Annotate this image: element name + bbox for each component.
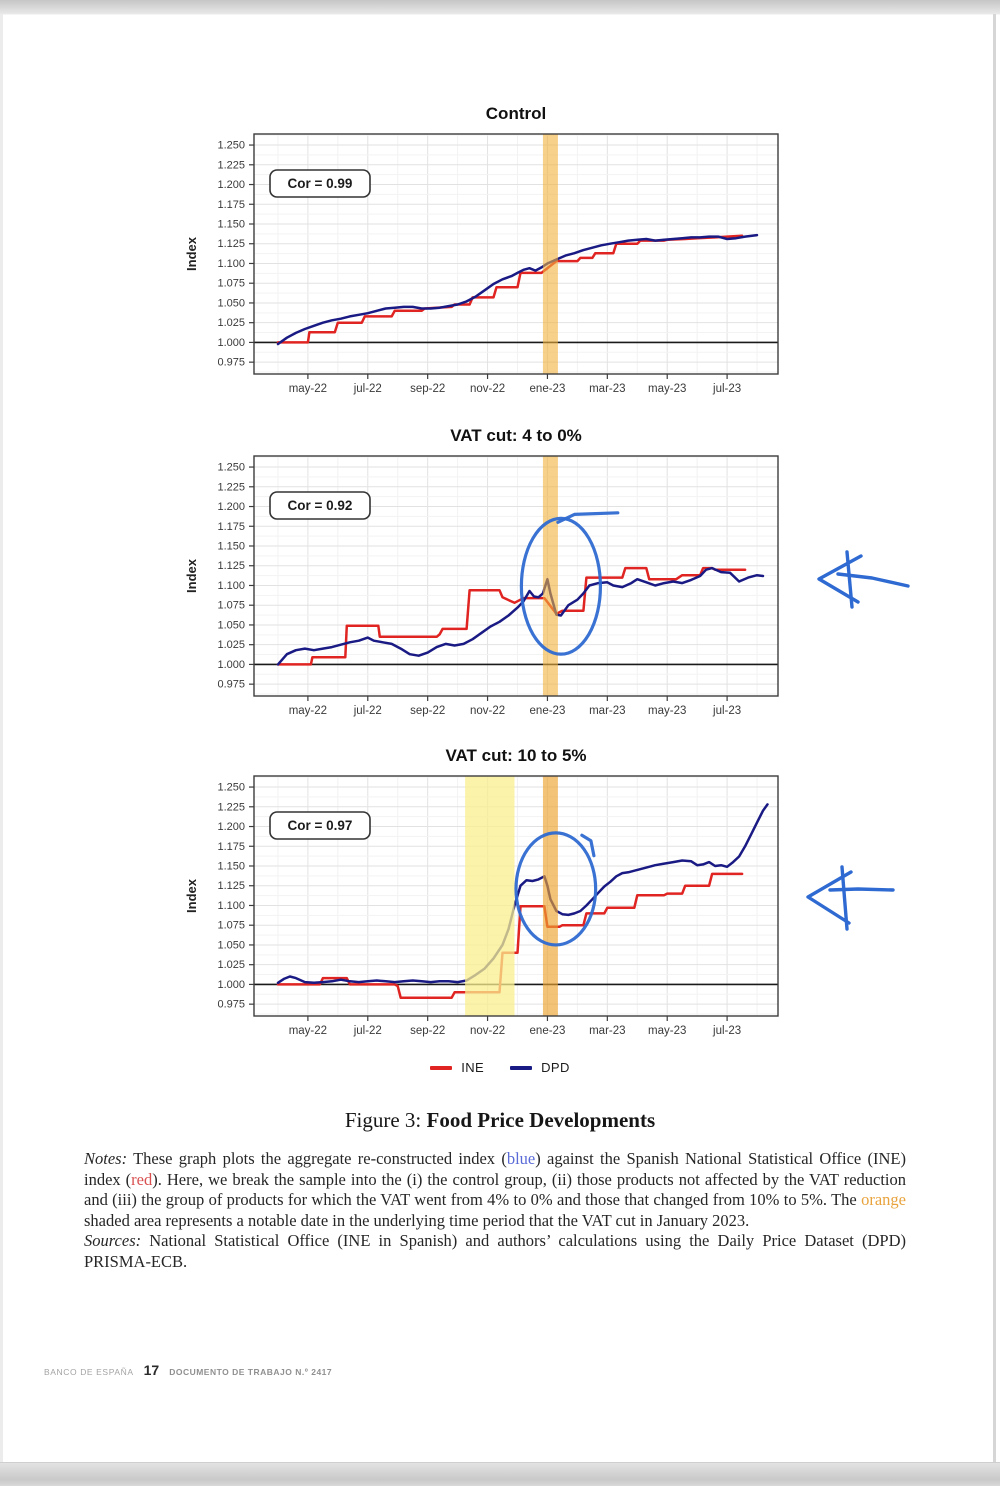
y-tick-label: 1.075 — [217, 919, 245, 932]
ine-line-swatch — [430, 1066, 452, 1070]
y-tick-label: 1.200 — [217, 501, 245, 514]
y-tick-label: 1.100 — [217, 899, 245, 912]
arrow-vat4 — [838, 574, 908, 586]
x-tick-label: mar-23 — [589, 705, 626, 717]
notes-paragraph — [84, 1149, 906, 1231]
dpd-line-swatch — [510, 1066, 532, 1070]
x-tick-label: may-22 — [288, 1025, 328, 1037]
y-tick-label: 1.100 — [217, 257, 245, 270]
page-edge-bottom — [0, 1462, 1000, 1486]
y-tick-label: 1.000 — [217, 336, 245, 349]
x-tick-label: sep-22 — [410, 383, 446, 395]
text-segment: ). Here, we break the sample into the (i) the control group, (ii) those products not affected by the VAT reduction and (iii) the group of products for which the VAT went from 4% to 0% and those that changed from 10% to 5%. The — [84, 1169, 907, 1209]
chart-svg — [180, 420, 800, 720]
chart-title: VAT cut: 4 to 0% — [450, 426, 582, 445]
y-tick-label: 1.025 — [217, 639, 245, 652]
x-tick-label: may-22 — [288, 705, 328, 717]
x-tick-label: jul-23 — [713, 1025, 742, 1037]
text-segment: Food Price Developments — [426, 1108, 656, 1132]
correlation-label: Cor = 0.99 — [287, 176, 353, 191]
chart-svg — [180, 740, 800, 1040]
x-tick-label: mar-23 — [589, 1025, 626, 1037]
correlation-label: Cor = 0.92 — [287, 498, 353, 513]
y-tick-label: 0.975 — [217, 998, 245, 1011]
y-tick-label: 1.100 — [217, 579, 245, 592]
legend-label-dpd: DPD — [541, 1060, 570, 1075]
figure-notes — [84, 1149, 906, 1272]
x-tick-label: nov-22 — [469, 705, 506, 717]
shaded-band — [543, 456, 558, 696]
arrow-vat10 — [808, 872, 851, 923]
page-edge-right — [993, 14, 996, 1462]
x-tick-label: nov-22 — [469, 383, 506, 395]
arrow-vat4 — [847, 552, 852, 607]
sources-paragraph — [84, 1231, 906, 1272]
y-tick-label: 0.975 — [217, 678, 245, 691]
text-segment: Figure 3: — [344, 1108, 427, 1132]
correlation-label: Cor = 0.97 — [287, 818, 353, 833]
y-tick-label: 1.125 — [217, 238, 245, 251]
y-tick-label: 1.050 — [217, 619, 245, 632]
text-segment: Notes: — [84, 1149, 128, 1168]
figure-caption — [0, 1108, 1000, 1133]
y-tick-label: 1.075 — [217, 277, 245, 290]
y-tick-label: 1.125 — [217, 560, 245, 573]
x-tick-label: sep-22 — [410, 1025, 446, 1037]
y-tick-label: 1.175 — [217, 520, 245, 533]
y-tick-label: 1.000 — [217, 658, 245, 671]
x-tick-label: may-22 — [288, 383, 328, 395]
y-tick-label: 1.225 — [217, 801, 245, 814]
text-segment: Sources: — [84, 1231, 142, 1250]
footer-page-number: 17 — [143, 1362, 160, 1378]
x-tick-label: may-23 — [648, 383, 687, 395]
text-segment: red — [131, 1169, 153, 1189]
y-tick-label: 1.225 — [217, 159, 245, 172]
text-segment: shaded area represents a notable date in the underlying time period that the VAT cut in January 2023. — [84, 1210, 750, 1230]
x-tick-label: jul-22 — [353, 1025, 382, 1037]
x-tick-label: sep-22 — [410, 705, 446, 717]
legend-label-ine: INE — [461, 1060, 485, 1075]
y-tick-label: 1.025 — [217, 317, 245, 330]
x-tick-label: jul-22 — [353, 383, 382, 395]
x-tick-label: ene-23 — [529, 705, 566, 717]
y-tick-label: 1.250 — [217, 781, 245, 794]
chart-legend — [0, 1060, 1000, 1075]
x-tick-label: jul-23 — [713, 705, 742, 717]
y-tick-label: 1.050 — [217, 297, 245, 310]
y-tick-label: 1.175 — [217, 198, 245, 211]
text-segment: orange — [861, 1190, 906, 1209]
control-chart — [180, 98, 800, 398]
shaded-band — [543, 134, 558, 374]
x-tick-label: nov-22 — [469, 1025, 506, 1037]
y-axis-label: Index — [184, 237, 199, 271]
chart-title: VAT cut: 10 to 5% — [445, 746, 587, 765]
legend-item-ine — [430, 1060, 484, 1075]
y-tick-label: 1.000 — [217, 978, 245, 991]
x-tick-label: jul-22 — [353, 705, 382, 717]
x-tick-label: jul-23 — [713, 383, 742, 395]
y-axis-label: Index — [184, 559, 199, 593]
chart-svg — [180, 98, 800, 398]
x-tick-label: may-23 — [648, 705, 687, 717]
chart-title: Control — [485, 104, 547, 123]
text-segment: ) against the Spanish National Statistical Office (INE) index ( — [84, 1149, 906, 1189]
y-tick-label: 1.075 — [217, 599, 245, 612]
y-tick-label: 1.225 — [217, 481, 245, 494]
page-footer — [44, 1362, 332, 1378]
footer-document-label: DOCUMENTO DE TRABAJO N.º 2417 — [169, 1367, 333, 1377]
page-edge-left — [0, 14, 3, 1462]
vat-4-to-0-chart — [180, 420, 800, 720]
y-tick-label: 1.200 — [217, 179, 245, 192]
y-tick-label: 1.175 — [217, 840, 245, 853]
page-edge-top — [0, 0, 1000, 15]
y-tick-label: 1.025 — [217, 959, 245, 972]
y-tick-label: 1.150 — [217, 218, 245, 231]
y-tick-label: 0.975 — [217, 356, 245, 369]
arrow-vat10 — [842, 867, 847, 929]
x-tick-label: mar-23 — [589, 383, 626, 395]
y-tick-label: 1.050 — [217, 939, 245, 952]
arrow-vat4 — [819, 556, 861, 602]
y-tick-label: 1.250 — [217, 139, 245, 152]
vat-10-to-5-chart — [180, 740, 800, 1040]
text-segment: National Statistical Office (INE in Spanish) and authors’ calculations using the Daily Price Dataset (DPD) PRISMA-ECB. — [84, 1231, 906, 1271]
y-axis-label: Index — [184, 879, 199, 913]
footer-organization: BANCO DE ESPAÑA — [44, 1367, 134, 1377]
y-tick-label: 1.250 — [217, 461, 245, 474]
shaded-band — [465, 776, 514, 1016]
arrow-vat10 — [830, 889, 893, 890]
text-segment: blue — [506, 1149, 536, 1168]
y-tick-label: 1.200 — [217, 821, 245, 834]
x-tick-label: ene-23 — [529, 1025, 566, 1037]
y-tick-label: 1.125 — [217, 880, 245, 893]
x-tick-label: may-23 — [648, 1025, 687, 1037]
legend-item-dpd — [510, 1060, 570, 1075]
text-segment: These graph plots the aggregate re-constructed index ( — [127, 1149, 507, 1168]
y-tick-label: 1.150 — [217, 860, 245, 873]
y-tick-label: 1.150 — [217, 540, 245, 553]
shaded-band — [543, 776, 558, 1016]
x-tick-label: ene-23 — [529, 383, 566, 395]
